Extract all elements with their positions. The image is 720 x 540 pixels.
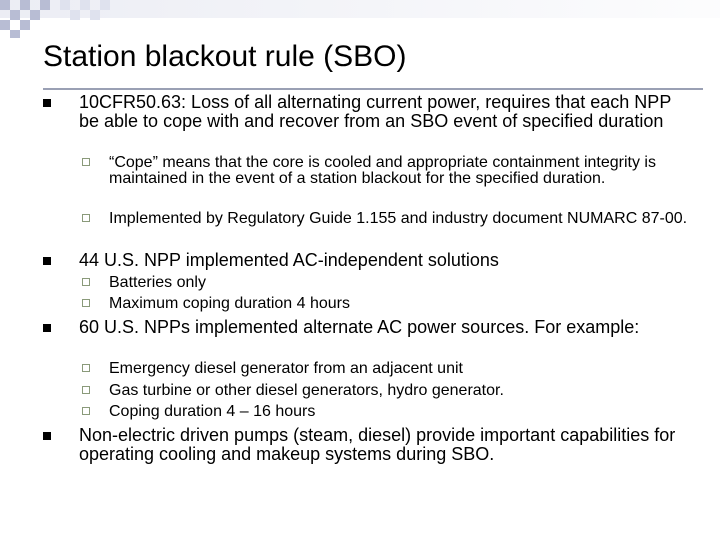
sub-bullet-text: Batteries only	[109, 274, 206, 291]
sub-bullet-icon	[82, 407, 90, 415]
sub-bullet-icon	[82, 158, 90, 166]
bullet-text: Non-electric driven pumps (steam, diesel) provide important capabilities for operating cooling and makeup systems during SBO.	[79, 425, 676, 464]
sub-bullet-text: Emergency diesel generator from an adjacent unit	[109, 360, 463, 377]
sub-bullet-icon	[82, 364, 90, 372]
bullet-text: 60 U.S. NPPs implemented alternate AC power sources. For example:	[79, 317, 640, 337]
sub-bullet-text: Coping duration 4 – 16 hours	[109, 403, 316, 420]
sub-bullet-icon	[82, 214, 90, 222]
slide-title: Station blackout rule (SBO)	[43, 40, 407, 73]
bullet-text: 10CFR50.63: Loss of all alternating current power, requires that each NPP be able to cope with and recover from an SBO event of specified duration	[79, 92, 671, 131]
bullet-icon	[43, 432, 51, 440]
sub-bullet-icon	[82, 299, 90, 307]
bullet-icon	[43, 99, 51, 107]
bullet-icon	[43, 324, 51, 332]
sub-bullet-text: Implemented by Regulatory Guide 1.155 and industry document NUMARC 87-00.	[109, 210, 688, 227]
sub-bullet-text: Gas turbine or other diesel generators, hydro generator.	[109, 382, 504, 399]
sub-bullet-icon	[82, 386, 90, 394]
sub-bullet-text: Maximum coping duration 4 hours	[109, 295, 351, 312]
sub-bullet-text: “Cope” means that the core is cooled and appropriate containment integrity is maintained in the event of a station blackout for the specified duration.	[109, 154, 656, 187]
sub-bullet-icon	[82, 278, 90, 286]
bullet-icon	[43, 257, 51, 265]
bullet-text: 44 U.S. NPP implemented AC-independent solutions	[79, 250, 499, 270]
